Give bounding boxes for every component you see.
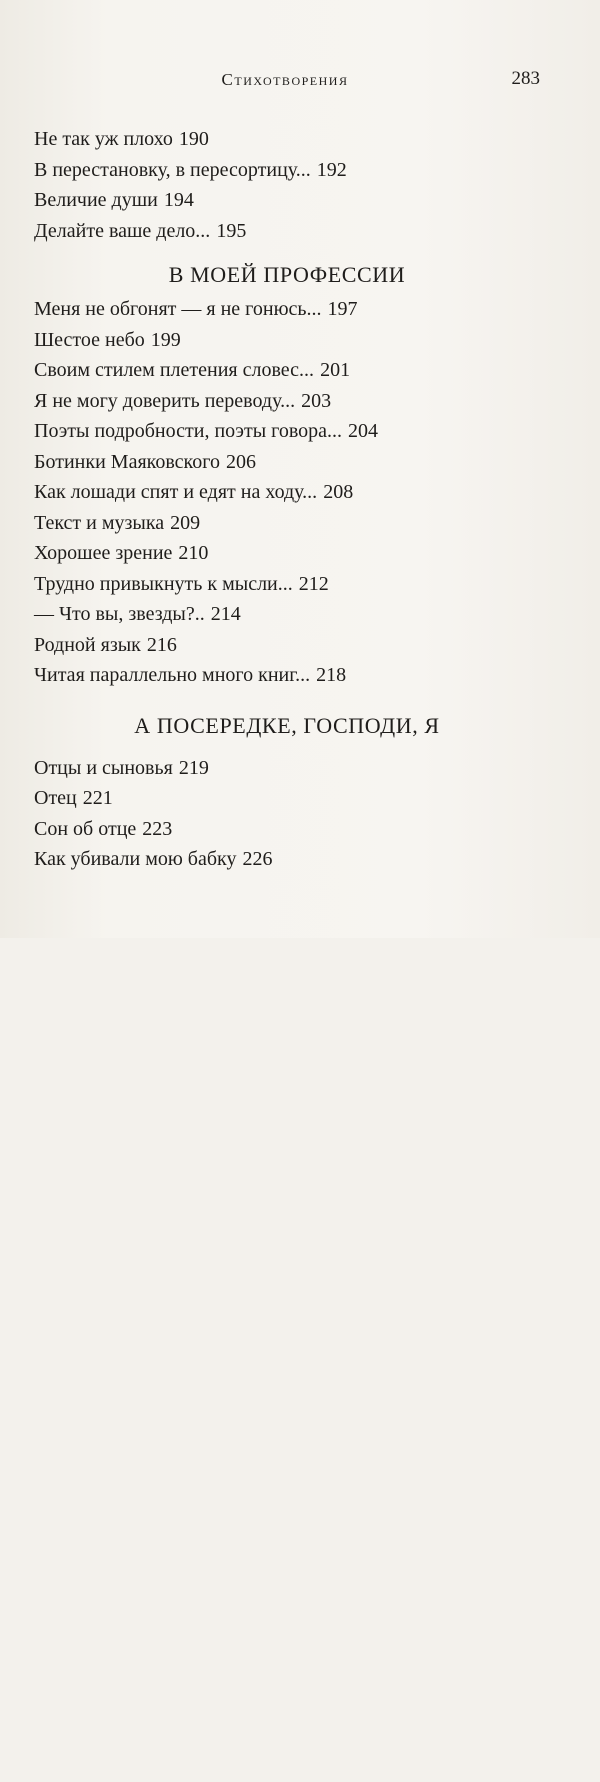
entry-title: В перестановку, в пересортицу... <box>34 158 311 181</box>
toc-entry <box>34 753 540 784</box>
entry-title: Шестое небо <box>34 328 145 351</box>
entry-page: 226 <box>242 848 273 870</box>
entry-title: Как лошади спят и едят на ходу... <box>34 481 318 503</box>
entry-title: Своим стилем плетения словес... <box>34 359 315 381</box>
entry-title: Трудно привыкнуть к мысли... <box>34 572 293 595</box>
entry-page: 216 <box>146 633 177 656</box>
toc-entry <box>34 185 540 216</box>
toc-entry <box>34 447 540 478</box>
entry-page: 210 <box>178 542 209 564</box>
toc-entry <box>34 538 540 569</box>
entry-title: Величие души <box>34 189 158 211</box>
entry-page: 204 <box>348 420 379 442</box>
section-heading: В МОЕЙ ПРОФЕССИИ <box>168 262 406 287</box>
toc-entry <box>34 630 540 661</box>
entry-page: 195 <box>216 219 247 242</box>
running-title: Стихотворения <box>221 70 349 89</box>
entry-page: 194 <box>163 189 194 211</box>
toc-entry <box>34 477 540 508</box>
entry-title: Ботинки Маяковского <box>34 450 220 473</box>
entry-page: 190 <box>178 128 209 150</box>
toc-entry <box>34 294 540 325</box>
entry-title: Отец <box>34 787 77 809</box>
entry-title: Я не могу доверить переводу... <box>34 389 296 412</box>
entry-page: 208 <box>323 481 354 503</box>
entry-title: Сон об отце <box>34 817 137 840</box>
toc-entry <box>34 660 540 691</box>
toc-entry <box>34 416 540 447</box>
entry-title: Читая параллельно много книг... <box>34 664 311 686</box>
entry-title: Хорошее зрение <box>34 542 173 564</box>
toc-entry <box>34 844 540 875</box>
toc-entry <box>34 386 540 417</box>
entry-page: 209 <box>170 511 201 534</box>
running-header <box>0 68 600 98</box>
page-number: 283 <box>511 68 540 89</box>
toc-entry <box>34 216 540 247</box>
entry-title: Меня не обгонят — я не гонюсь... <box>34 298 322 320</box>
entry-page: 214 <box>210 603 241 625</box>
entry-page: 212 <box>298 572 329 595</box>
toc-entry <box>34 325 540 356</box>
toc-entry <box>34 155 540 186</box>
entry-page: 223 <box>142 817 173 840</box>
entry-page: 197 <box>327 298 358 320</box>
toc-entry <box>34 599 540 630</box>
entry-title: Поэты подробности, поэты говора... <box>34 420 343 442</box>
entry-page: 203 <box>301 389 332 412</box>
toc-entry <box>34 124 540 155</box>
entry-title: — Что вы, звезды?.. <box>34 603 205 625</box>
entry-page: 201 <box>320 359 351 381</box>
entry-page: 206 <box>225 450 256 473</box>
entry-title: Как убивали мою бабку <box>34 848 237 870</box>
entry-page: 221 <box>82 787 113 809</box>
toc-entry <box>34 783 540 814</box>
toc-entry <box>34 814 540 845</box>
table-of-contents <box>34 124 540 875</box>
toc-entry <box>34 569 540 600</box>
toc-entry <box>34 508 540 539</box>
entry-title: Текст и музыка <box>34 511 165 534</box>
entry-page: 219 <box>178 756 209 779</box>
entry-page: 192 <box>316 158 347 181</box>
entry-title: Не так уж плохо <box>34 128 173 150</box>
entry-title: Делайте ваше дело... <box>34 219 211 242</box>
entry-title: Родной язык <box>34 633 141 656</box>
entry-title: Отцы и сыновья <box>34 756 173 779</box>
entry-page: 218 <box>316 664 347 686</box>
section-heading: А ПОСЕРЕДКЕ, ГОСПОДИ, Я <box>134 712 440 738</box>
toc-entry <box>34 355 540 386</box>
entry-page: 199 <box>150 328 181 351</box>
